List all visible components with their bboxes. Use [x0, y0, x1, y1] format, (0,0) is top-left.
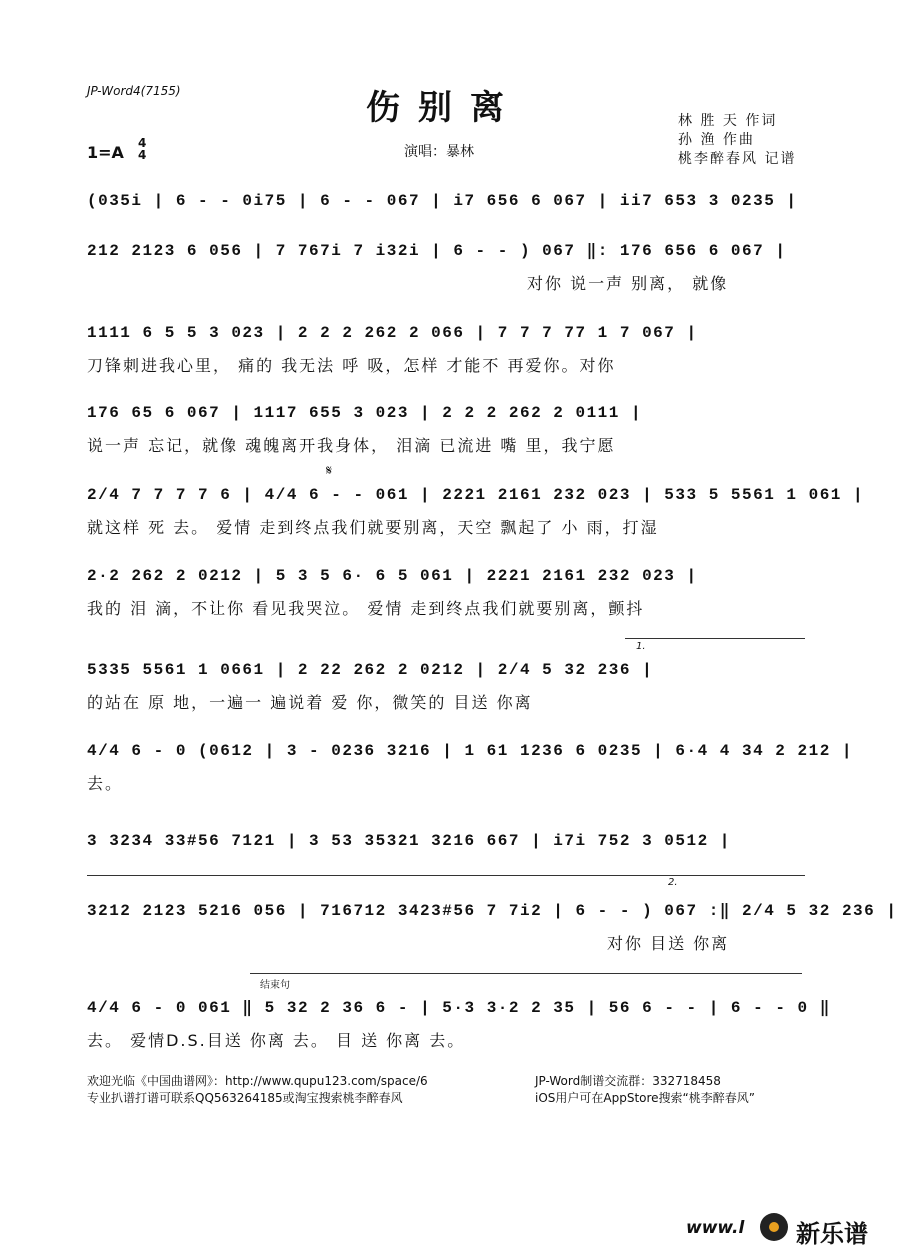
lyrics-line: 对你 目送 你离: [607, 934, 730, 953]
notation-line: 5335 5561 1 0661 | 2 22 262 2 0212 | 2/4 5 32 236 |: [87, 661, 654, 679]
staff-row-4: [87, 398, 807, 458]
footer-right: [535, 1073, 755, 1107]
staff-row-7: [87, 655, 807, 715]
volta-2-label: 2.: [668, 877, 678, 888]
footer-group: JP-Word制谱交流群：332718458: [535, 1074, 721, 1088]
software-version: JP-Word4(7155): [87, 84, 181, 98]
notation-line: 2/4 7 7 7 7 6 | 4/4 6 - - 061 | 2221 2161 232 023 | 533 5 5561 1 061 |: [87, 486, 865, 504]
time-signature-bottom: 4: [138, 148, 147, 162]
watermark-site: www.l: [686, 1218, 745, 1238]
notation-line: (035i | 6 - - 0i75 | 6 - - 067 | i7 656 6 067 | ii7 653 3 0235 |: [87, 192, 798, 210]
song-title: 伤别离: [366, 88, 522, 128]
lyrics-line: 去。: [87, 774, 124, 793]
staff-row-2: [87, 236, 807, 296]
notation-line: 3212 2123 5216 056 | 716712 3423#56 7 7i2 | 6 - - ) 067 :‖ 2/4 5 32 236 |: [87, 902, 897, 920]
staff-row-5: [87, 480, 865, 540]
lyricist-credit: 林 胜 天 作词: [678, 113, 778, 129]
notation-line: 176 65 6 067 | 1117 655 3 023 | 2 2 2 262 2 0111 |: [87, 404, 643, 422]
watermark-brand: 新乐谱: [796, 1220, 868, 1248]
lyrics-line: 刀锋刺进我心里， 痛的 我无法 呼 吸，怎样 才能不 再爱你。对你: [87, 356, 616, 375]
notation-line: 4/4 6 - 0 061 ‖ 5 32 2 36 6 - | 5·3 3·2 2 35 | 56 6 - - | 6 - - 0 ‖: [87, 999, 831, 1017]
lyrics-line: 的站在 原 地，一遍一 遍说着 爱 你，微笑的 目送 你离: [87, 693, 533, 712]
notation-line: 4/4 6 - 0 (0612 | 3 - 0236 3216 | 1 61 1236 6 0235 | 6·4 4 34 2 212 |: [87, 742, 854, 760]
staff-row-3: [87, 318, 807, 378]
credits: [678, 112, 796, 169]
footer-left: [87, 1073, 428, 1107]
notation-line: 212 2123 6 056 | 7 767i 7 i32i | 6 - - ) 067 ‖: 176 656 6 067 |: [87, 242, 787, 260]
record-icon: [760, 1213, 788, 1241]
staff-row-11: [87, 993, 831, 1053]
time-signature: [138, 137, 146, 161]
volta-1-label: 1.: [636, 641, 646, 652]
lyrics-line: 对你 说一声 别离， 就像: [527, 274, 729, 293]
notation-line: 1111 6 5 5 3 023 | 2 2 2 262 2 066 | 7 7 7 77 1 7 067 |: [87, 324, 698, 342]
staff-row-8: [87, 736, 854, 796]
singer: 演唱：暴林: [404, 144, 474, 160]
staff-row-9: [87, 826, 807, 866]
composer-credit: 孙 渔 作曲: [678, 132, 755, 148]
key-signature: 1=A: [87, 143, 124, 162]
footer-ios: iOS用户可在AppStore搜索“桃李醉春风”: [535, 1091, 755, 1105]
staff-row-10: [87, 896, 897, 956]
volta-1-bracket: [625, 638, 805, 639]
staff-row-6: [87, 561, 807, 621]
footer-contact: 专业扒谱打谱可联系QQ563264185或淘宝搜索桃李醉春风: [87, 1091, 403, 1105]
section-divider: [87, 875, 805, 876]
footer-website: 欢迎光临《中国曲谱网》：http://www.qupu123.com/space/6: [87, 1074, 428, 1088]
segno-sign: 𝄋: [326, 463, 333, 479]
coda-label: 结束句: [260, 980, 290, 991]
time-signature-top: 4: [138, 136, 147, 150]
notation-line: 2·2 262 2 0212 | 5 3 5 6· 6 5 061 | 2221 2161 232 023 |: [87, 567, 698, 585]
lyrics-line: 我的 泪 滴，不让你 看见我哭泣。 爱情 走到终点我们就要别离，颤抖: [87, 599, 645, 618]
coda-bracket: [250, 973, 802, 974]
lyrics-line: 就这样 死 去。 爱情 走到终点我们就要别离，天空 飘起了 小 雨，打湿: [87, 518, 659, 537]
transcriber-credit: 桃李醉春风 记谱: [678, 151, 797, 167]
lyrics-line: 说一声 忘记，就像 魂魄离开我身体， 泪滴 已流进 嘴 里，我宁愿: [87, 436, 616, 455]
notation-line: 3 3234 33#56 7121 | 3 53 35321 3216 667 | i7i 752 3 0512 |: [87, 832, 731, 850]
lyrics-line: 去。 爱情D.S.目送 你离 去。 目 送 你离 去。: [87, 1031, 466, 1050]
